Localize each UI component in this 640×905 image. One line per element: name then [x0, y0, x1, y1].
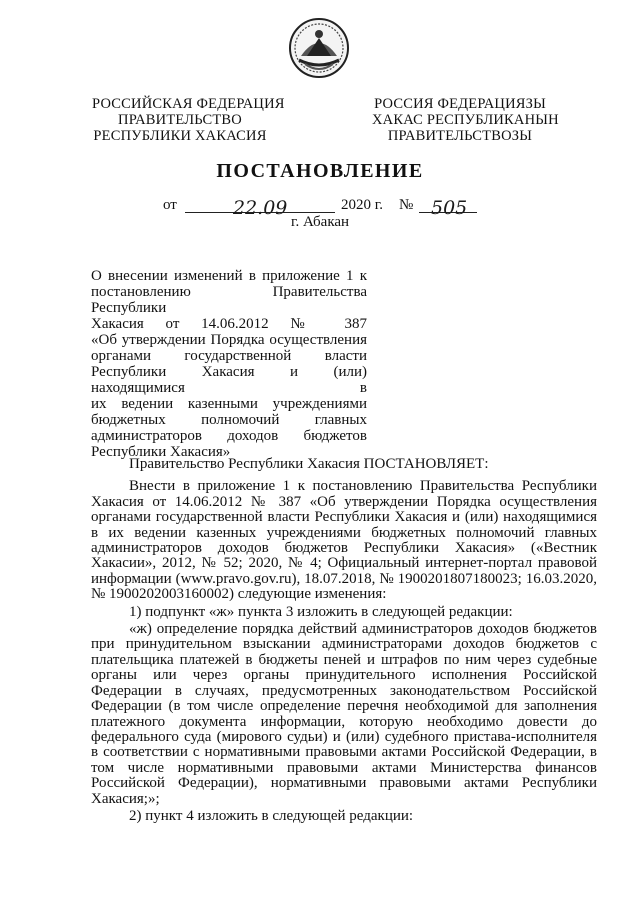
subject-line: Республики Хакасия и (или) находящимися в — [91, 364, 367, 396]
body-paragraph: 1) подпункт «ж» пункта 3 изложить в следующей редакции: — [129, 603, 513, 620]
header-right-khakas — [372, 96, 559, 144]
subject-line: постановлению Правительства Республики — [91, 284, 367, 316]
subject-line: О внесении изменений в приложение 1 к — [91, 268, 367, 284]
subject-line: «Об утверждении Порядка осуществления — [91, 332, 367, 348]
date-handwritten: 22.09 — [233, 197, 288, 219]
date-year: 2020 г. — [341, 197, 383, 213]
date-prefix: от — [163, 197, 177, 213]
subject-line: их ведении казенными учреждениями — [91, 396, 367, 412]
document-title: ПОСТАНОВЛЕНИЕ — [216, 160, 424, 182]
number-handwritten: 505 — [431, 197, 468, 219]
header-left-line: РЕСПУБЛИКИ ХАКАСИЯ — [93, 128, 267, 144]
header-left-line: ПРАВИТЕЛЬСТВО — [118, 112, 242, 128]
header-right-line: РОССИЯ ФЕДЕРАЦИЯЗЫ — [374, 96, 546, 112]
city-name: г. Абакан — [291, 214, 350, 230]
subject-line: бюджетных полномочий главных — [91, 412, 367, 428]
document-subject — [91, 268, 367, 460]
coat-of-arms-emblem — [287, 16, 351, 80]
body-paragraph: «ж) определение порядка действий администраторов доходов бюджетов при принудительном взыскании администраторами доходов бюджетов с плательщика платежей в бюджеты пеней и штрафов по ним через судебные органы или через органы принудительного исполнения Российской Федерации в случаях, предусмотренных законодательством Российской Федерации (в том числе определение перечня необходимой для заполнения платежного документа информации, которую необходимо довести до федерального суда (мирового судьи) и (или) судебного пристава-исполнителя в соответствии с нормативными правовыми актами Российской Федерации, в том числе нормативными правовыми актами Министерства финансов Российской Федерации), нормативными правовыми актами Республики Хакасия;»; — [91, 621, 597, 807]
number-sign: № — [399, 197, 414, 213]
subject-line: администраторов доходов бюджетов — [91, 428, 367, 444]
header-right-line: ПРАВИТЕЛЬСТВОЗЫ — [387, 128, 533, 144]
subject-line: Республики Хакасия» — [91, 444, 231, 460]
header-right-line: ХАКАС РЕСПУБЛИКАНЫН — [372, 112, 559, 128]
body-paragraph: 2) пункт 4 изложить в следующей редакции: — [129, 807, 414, 824]
subject-line: органами государственной власти — [91, 348, 367, 364]
body-intro: Правительство Республики Хакасия ПОСТАНОВЛЯЕТ: — [129, 456, 489, 472]
header-left-line: РОССИЙСКАЯ ФЕДЕРАЦИЯ — [92, 96, 285, 112]
body-paragraph: Внести в приложение 1 к постановлению Правительства Республики Хакасия от 14.06.2012 № 387 «Об утверждении Порядка осуществления органами государственной власти Республики Хакасия и (или) находящимися в их ведении казенных учреждениями бюджетных полномочий главных администраторов доходов бюджетов Республики Хакасия» («Вестник Хакасии», 2012, № 52; 2020, № 4; Официальный интернет-портал правовой информации (www.pravo.gov.ru), 18.07.2018, № 1900201807180023; 16.03.2020, № 1900202003160002) следующие изменения: — [91, 478, 597, 603]
document-body — [91, 457, 597, 824]
header-left-russian — [92, 96, 285, 144]
subject-line: Хакасия от 14.06.2012 № 387 — [91, 316, 367, 332]
